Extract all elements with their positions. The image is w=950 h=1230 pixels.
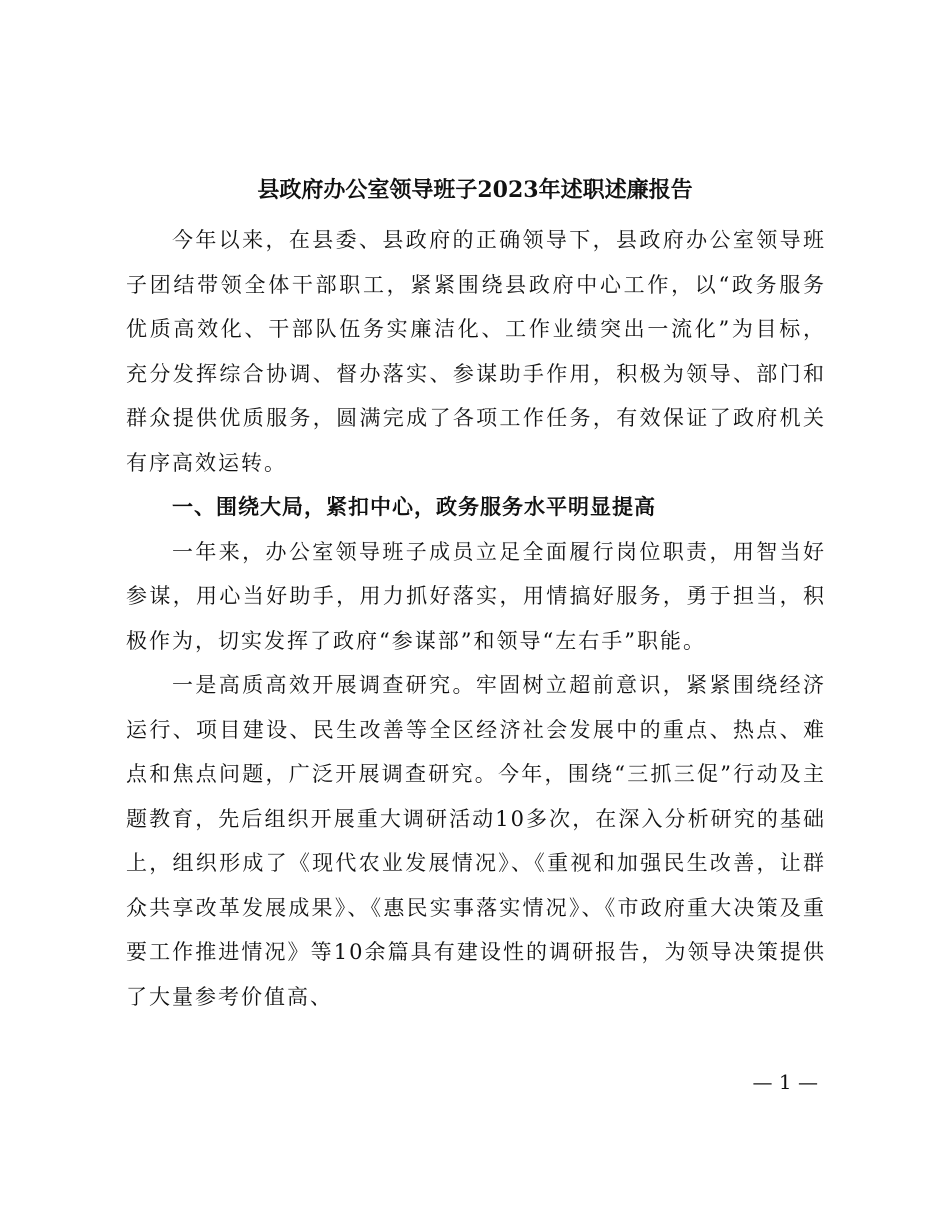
document-title: 县政府办公室领导班子2023年述职述廉报告 [257,177,693,203]
paragraph-3: 一是高质高效开展调查研究。牢固树立超前意识，紧紧围绕经济运行、项目建设、民生改善等全区经济社会发展中的重点、热点、难点和焦点问题，广泛开展调查研究。今年，围绕“三抓三促”行动及主题教育，先后组织开展重大调研活动10多次，在深入分析研究的基础上，组织形成了《现代农业发展情况》、《重视和加强民生改善，让群众共享改革发展成果》、《惠民实事落实情况》、《市政府重大决策及重要工作推进情况》等10余篇具有建设性的调研报告，为领导决策提供了大量参考价值高、 [126,673,826,1009]
page-number: — 1 — [752,1070,818,1094]
paragraph-intro: 今年以来，在县委、县政府的正确领导下，县政府办公室领导班子团结带领全体干部职工，紧紧围绕县政府中心工作，以“政务服务优质高效化、干部队伍务实廉洁化、工作业绩突出一流化”为目标，充分发挥综合协调、督办落实、参谋助手作用，积极为领导、部门和群众提供优质服务，圆满完成了各项工作任务，有效保证了政府机关有序高效运转。 [126,228,826,475]
document-body [126,218,826,1019]
paragraph-2: 一年来，办公室领导班子成员立足全面履行岗位职责，用智当好参谋，用心当好助手，用力抓好落实，用情搞好服务，勇于担当，积极作为，切实发挥了政府“参谋部”和领导“左右手”职能。 [126,539,826,653]
section-heading-1: 一、围绕大局，紧扣中心，政务服务水平明显提高 [172,495,656,519]
